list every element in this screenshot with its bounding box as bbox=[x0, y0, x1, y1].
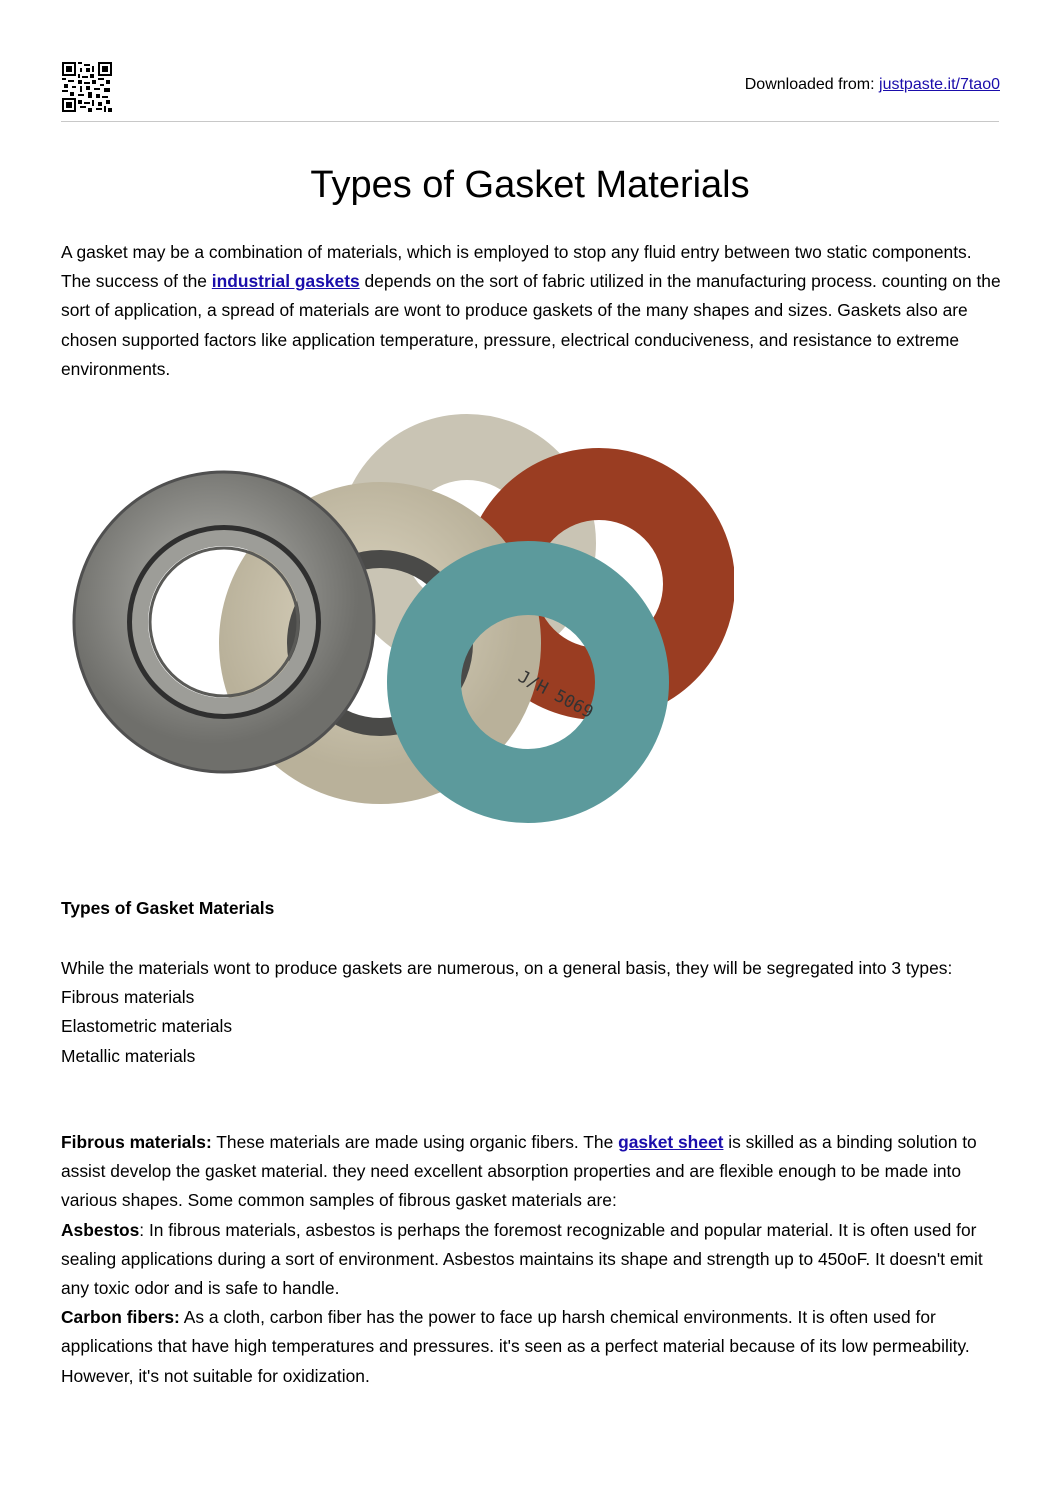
gasket-stamp: J/H 5069 bbox=[514, 666, 597, 723]
gasket-photo bbox=[62, 386, 734, 838]
carbon-label: Carbon fibers: bbox=[61, 1307, 180, 1328]
type-item-fibrous: Fibrous materials bbox=[61, 987, 195, 1008]
asbestos-label: Asbestos bbox=[61, 1219, 140, 1240]
types-paragraph bbox=[61, 954, 1001, 1071]
carbon-text: As a cloth, carbon fiber has the power to face up harsh chemical environments. It is often used for applications that have high temperatures and pressures. it's seen as a perfect material because of its low permeability. However, it's not suitable for oxidization. bbox=[61, 1307, 970, 1386]
asbestos-text: : In fibrous materials, asbestos is perhaps the foremost recognizable and popular material. It is often used for sealing applications during a sort of environment. Asbestos maintains its shape and strength up to 450oF. It doesn't emit any toxic odor and is safe to handle. bbox=[61, 1219, 983, 1299]
download-label: Downloaded from: bbox=[744, 76, 880, 93]
fibrous-paragraph bbox=[61, 1128, 1001, 1391]
fibrous-label: Fibrous materials: bbox=[61, 1132, 212, 1152]
fibrous-text-1: These materials are made using organic fibers. The bbox=[211, 1132, 619, 1152]
types-intro: While the materials wont to produce gaskets are numerous, on a general basis, they will be segregated into 3 types: bbox=[61, 958, 953, 978]
intro-text-2: depends on the sort of fabric utilized in the manufacturing process. counting on the sort of application, a spread of materials are wont to produce gaskets of the many shapes and sizes. Gaskets also are chosen supported factors like application temperature, pressure, electrical conduciveness, and resistance to extreme environments. bbox=[61, 271, 1001, 379]
header-divider bbox=[61, 121, 999, 122]
gasket-sheet-link[interactable]: gasket sheet bbox=[618, 1132, 724, 1152]
page-title: Types of Gasket Materials bbox=[310, 164, 750, 206]
fibrous-text-2: is skilled as a binding solution to assist develop the gasket material. they need excellent absorption properties and are flexible enough to be made into various shapes. Some common samples of fibrous gasket materials are: bbox=[61, 1132, 977, 1211]
type-item-elastometric: Elastometric materials bbox=[61, 1016, 233, 1037]
source-link[interactable]: justpaste.it/7tao0 bbox=[879, 76, 1000, 93]
industrial-gaskets-link[interactable]: industrial gaskets bbox=[211, 271, 360, 292]
qr-code-icon bbox=[62, 62, 112, 112]
section-heading: Types of Gasket Materials bbox=[61, 898, 275, 918]
intro-text-1: A gasket may be a combination of materials, which is employed to stop any fluid entry between two static components. The success of the bbox=[61, 242, 972, 292]
download-source bbox=[745, 76, 1000, 94]
svg-text:C: C bbox=[618, 642, 663, 671]
type-item-metallic: Metallic materials bbox=[61, 1045, 196, 1066]
intro-paragraph bbox=[61, 238, 1001, 384]
